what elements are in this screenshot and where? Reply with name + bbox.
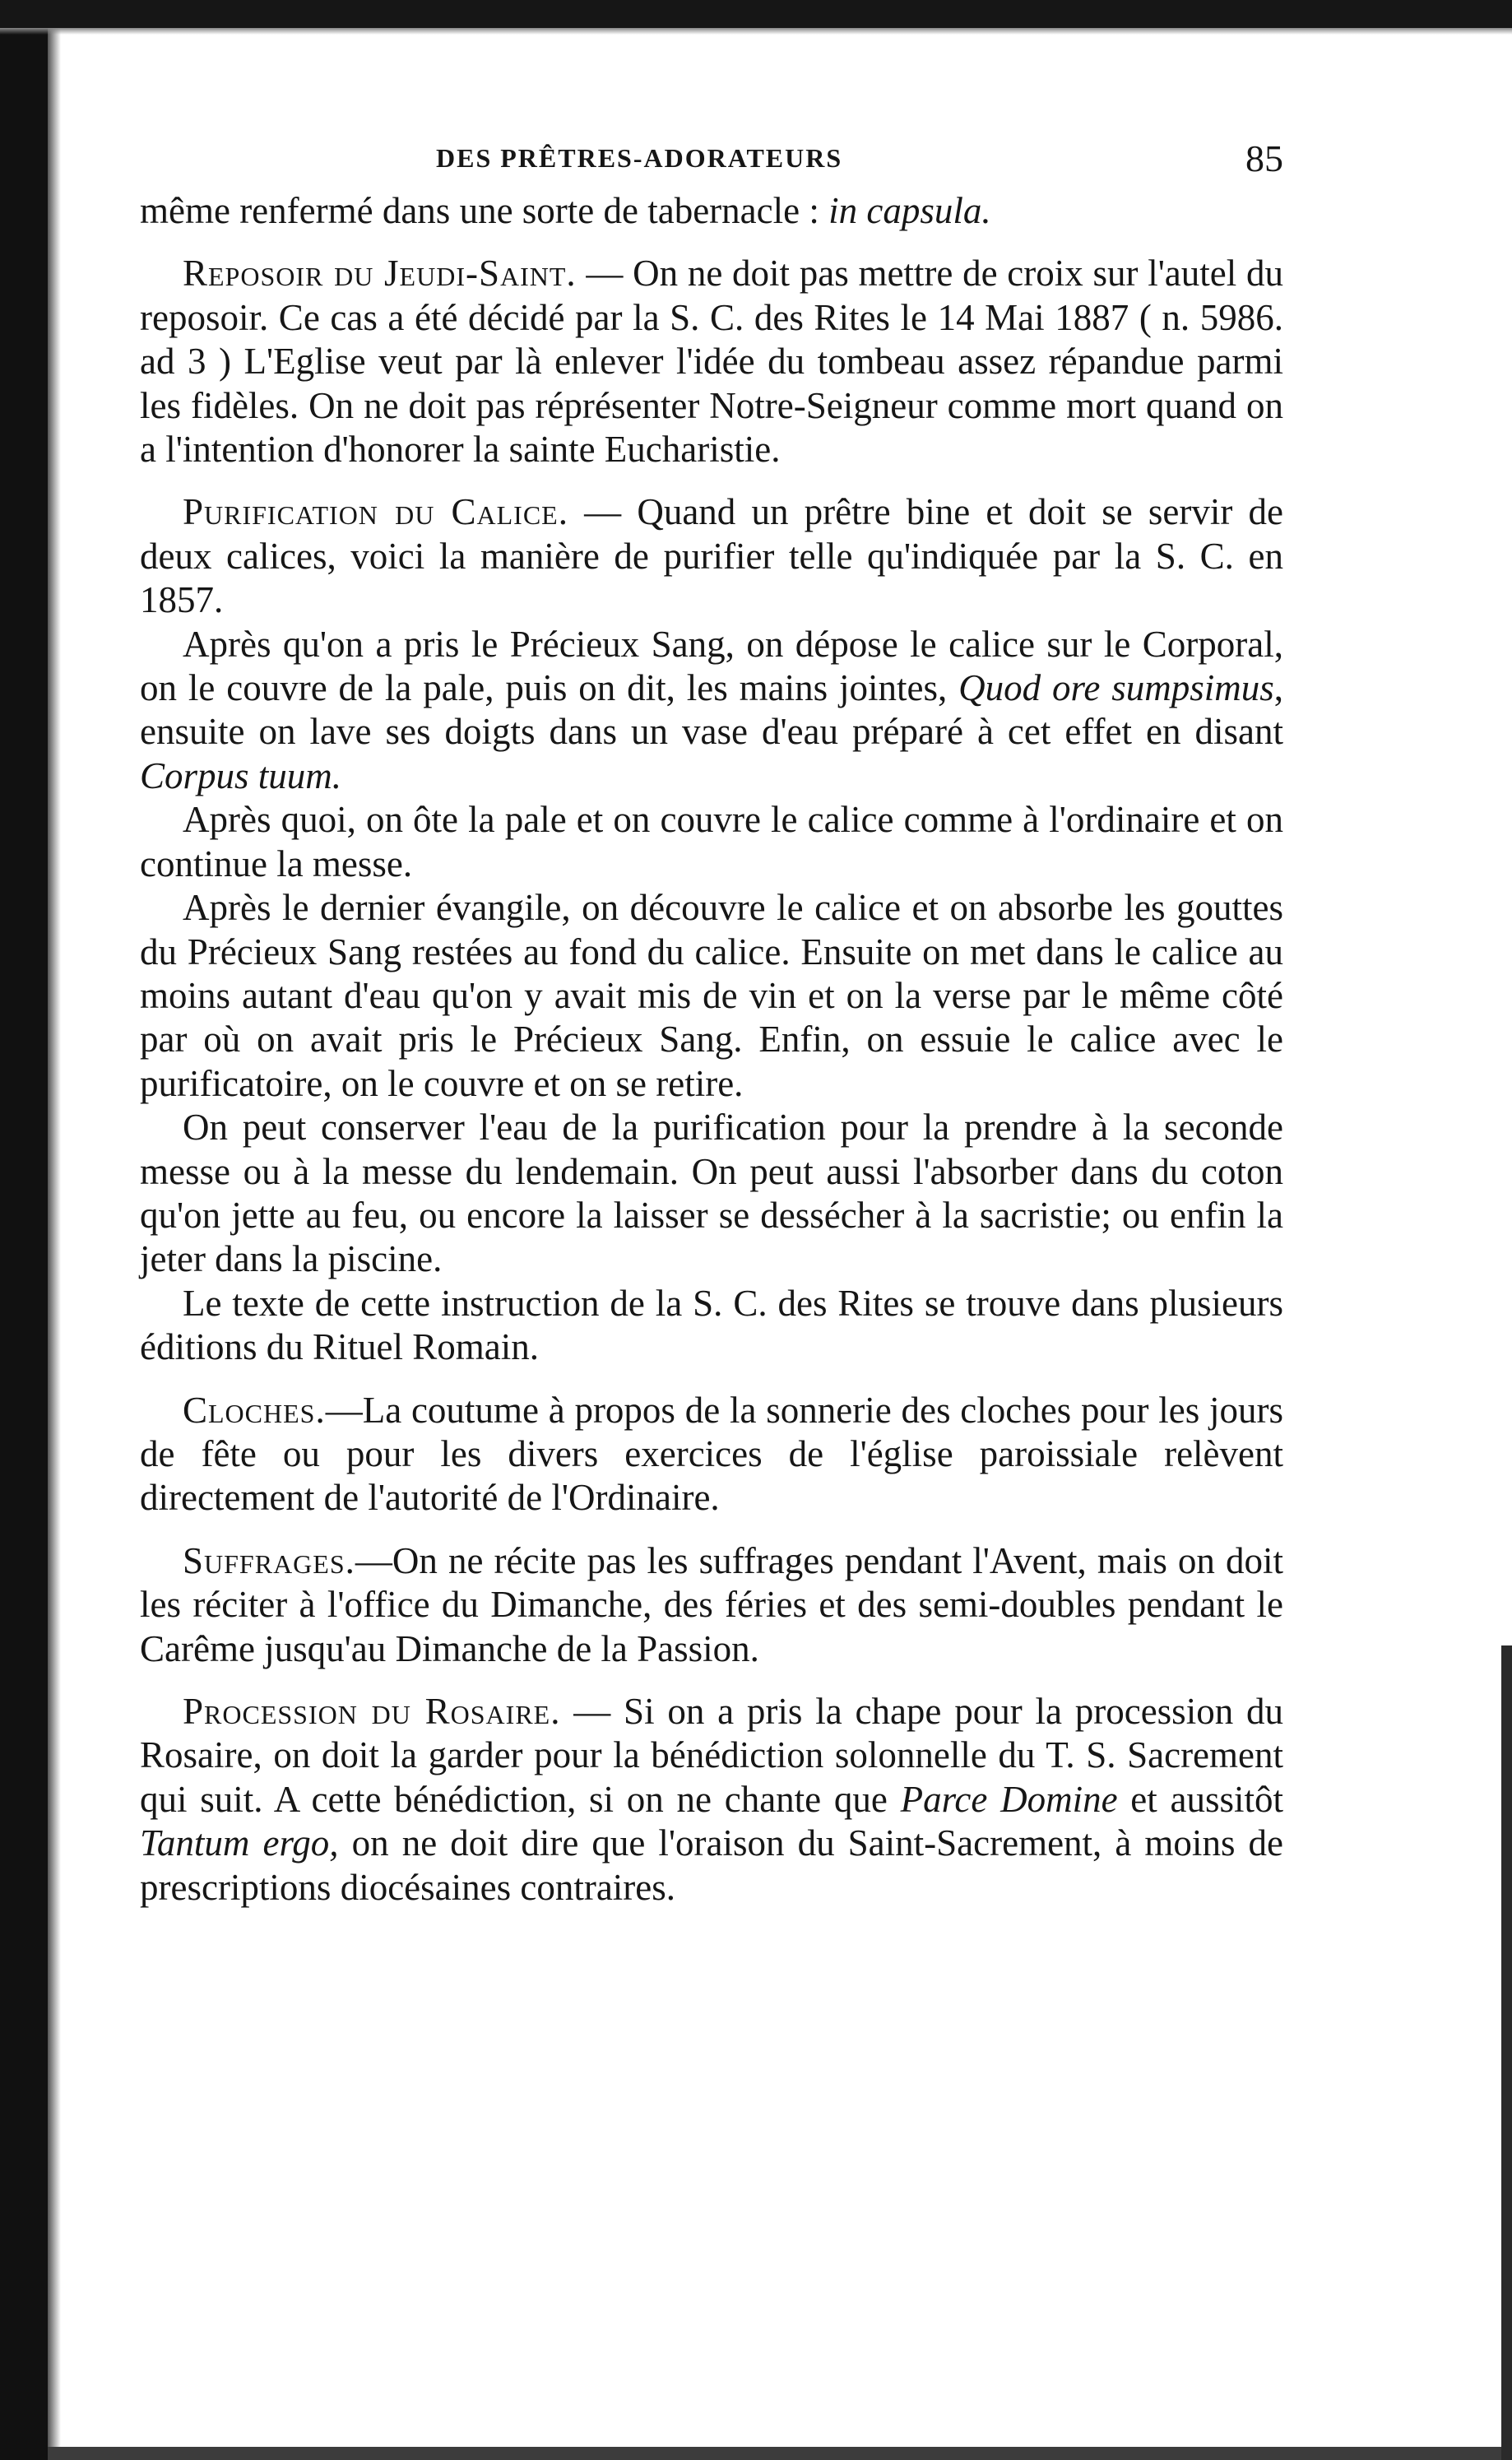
paragraph-text: Après qu'on a pris le Précieux Sang, on dépose le calice sur le Corporal, on le couvre de la pale, puis on dit, les mains jointes, <box>140 623 1283 709</box>
page-header <box>140 137 1283 186</box>
latin-term: in capsula. <box>828 190 991 231</box>
paragraph-text: On peut conserver l'eau de la purification pour la prendre à la seconde messe ou à la messe du lendemain. On peut aussi l'absorber dans du coton qu'on jette au feu, ou encore la laisser se dessécher à la sacristie; ou enfin la jeter dans la piscine. <box>140 1107 1283 1280</box>
paragraph-text: Le texte de cette instruction de la S. C. des Rites se trouve dans plusieurs éditions du Rituel Romain. <box>140 1282 1283 1368</box>
latin-term: Parce Domine <box>900 1778 1118 1820</box>
paragraph-text: Après quoi, on ôte la pale et on couvre le calice comme à l'ordinaire et on continue la messe. <box>140 799 1283 884</box>
paragraph-continuation <box>140 189 1283 233</box>
section-heading: Cloches. <box>183 1389 326 1431</box>
scan-edge-bottom <box>48 2447 1512 2460</box>
scan-edge-top <box>0 0 1512 28</box>
page-number: 85 <box>1245 137 1283 179</box>
paragraph-reposoir <box>140 252 1283 471</box>
paragraph-purification <box>140 490 1283 622</box>
paragraph-cloches <box>140 1389 1283 1520</box>
section-heading: Purification du Calice. <box>183 491 568 533</box>
paragraph-text: on ne doit dire que l'oraison du Saint-Sacrement, à moins de prescriptions diocésaines contraires. <box>140 1822 1284 1908</box>
latin-term: Tantum ergo, <box>140 1822 339 1864</box>
section-heading: Suffrages. <box>183 1539 355 1581</box>
paragraph-text: —La coutume à propos de la sonnerie des cloches pour les jours de fête ou pour les divers exercices de l'église paroissiale relèvent directement de l'autorité de l'Ordinaire. <box>140 1389 1283 1519</box>
latin-term: Corpus tuum. <box>140 754 342 796</box>
paragraph-text: — Quand un prêtre bine et doit se servir de deux calices, voici la manière de purifier telle qu'indiquée par la S. C. en 1857. <box>140 491 1284 621</box>
paragraph-texte-instruction <box>140 1282 1283 1370</box>
paragraph-text: — On ne doit pas mettre de croix sur l'autel du reposoir. Ce cas a été décidé par la S. C. des Rites le 14 Mai 1887 ( n. 5986. ad 3 ) L'Eglise veut par là enlever l'idée du tombeau assez répandue parmi les fidèles. On ne doit pas réprésenter Notre-Seigneur comme mort quand on a l'intention d'honorer la sainte Eucharistie. <box>140 253 1283 471</box>
paragraph-text: — Si on a pris la chape pour la procession du Rosaire, on doit la garder pour la bénédiction solonnelle du T. S. Sacrement qui suit. A cette bénédiction, si on ne chante que <box>140 1691 1283 1820</box>
paragraph-suffrages <box>140 1539 1283 1671</box>
running-head: DES PRÊTRES-ADORATEURS <box>436 143 843 173</box>
paragraph-text: Après le dernier évangile, on découvre le calice et on absorbe les gouttes du Précieux Sang restées au fond du calice. Ensuite on met dans le calice au moins autant d'eau qu'on y avait mis de vin et on la verse par le même côté par où on avait pris le Précieux Sang. Enfin, on essuie le calice avec le purificatoire, on le couvre et on se retire. <box>140 887 1283 1104</box>
paragraph-dernier-evangile <box>140 886 1283 1106</box>
paragraph-apres-quoi <box>140 798 1283 886</box>
latin-term: Quod ore sumpsimus <box>958 667 1274 709</box>
section-heading: Reposoir du Jeudi-Saint. <box>183 253 577 295</box>
paragraph-text: même renfermé dans une sorte de tabernacle : <box>140 190 829 231</box>
scan-edge-right <box>1501 1645 1512 2460</box>
paragraph-procession <box>140 1690 1283 1910</box>
scan-edge-left <box>0 0 48 2460</box>
paragraph-apres-precieux-sang <box>140 623 1283 799</box>
section-heading: Procession du Rosaire. <box>183 1691 561 1732</box>
paragraph-text: , ensuite on lave ses doigts dans un vase d'eau préparé à cet effet en disant <box>140 667 1284 753</box>
paragraph-text: et aussitôt <box>1117 1778 1283 1820</box>
paragraph-text: —On ne récite pas les suffrages pendant l'Avent, mais on doit les réciter à l'office du Dimanche, des féries et des semi-doubles pendant le Carême jusqu'au Dimanche de la Passion. <box>140 1539 1283 1669</box>
paragraph-conserver-eau <box>140 1106 1283 1282</box>
page-body <box>140 189 1283 1910</box>
